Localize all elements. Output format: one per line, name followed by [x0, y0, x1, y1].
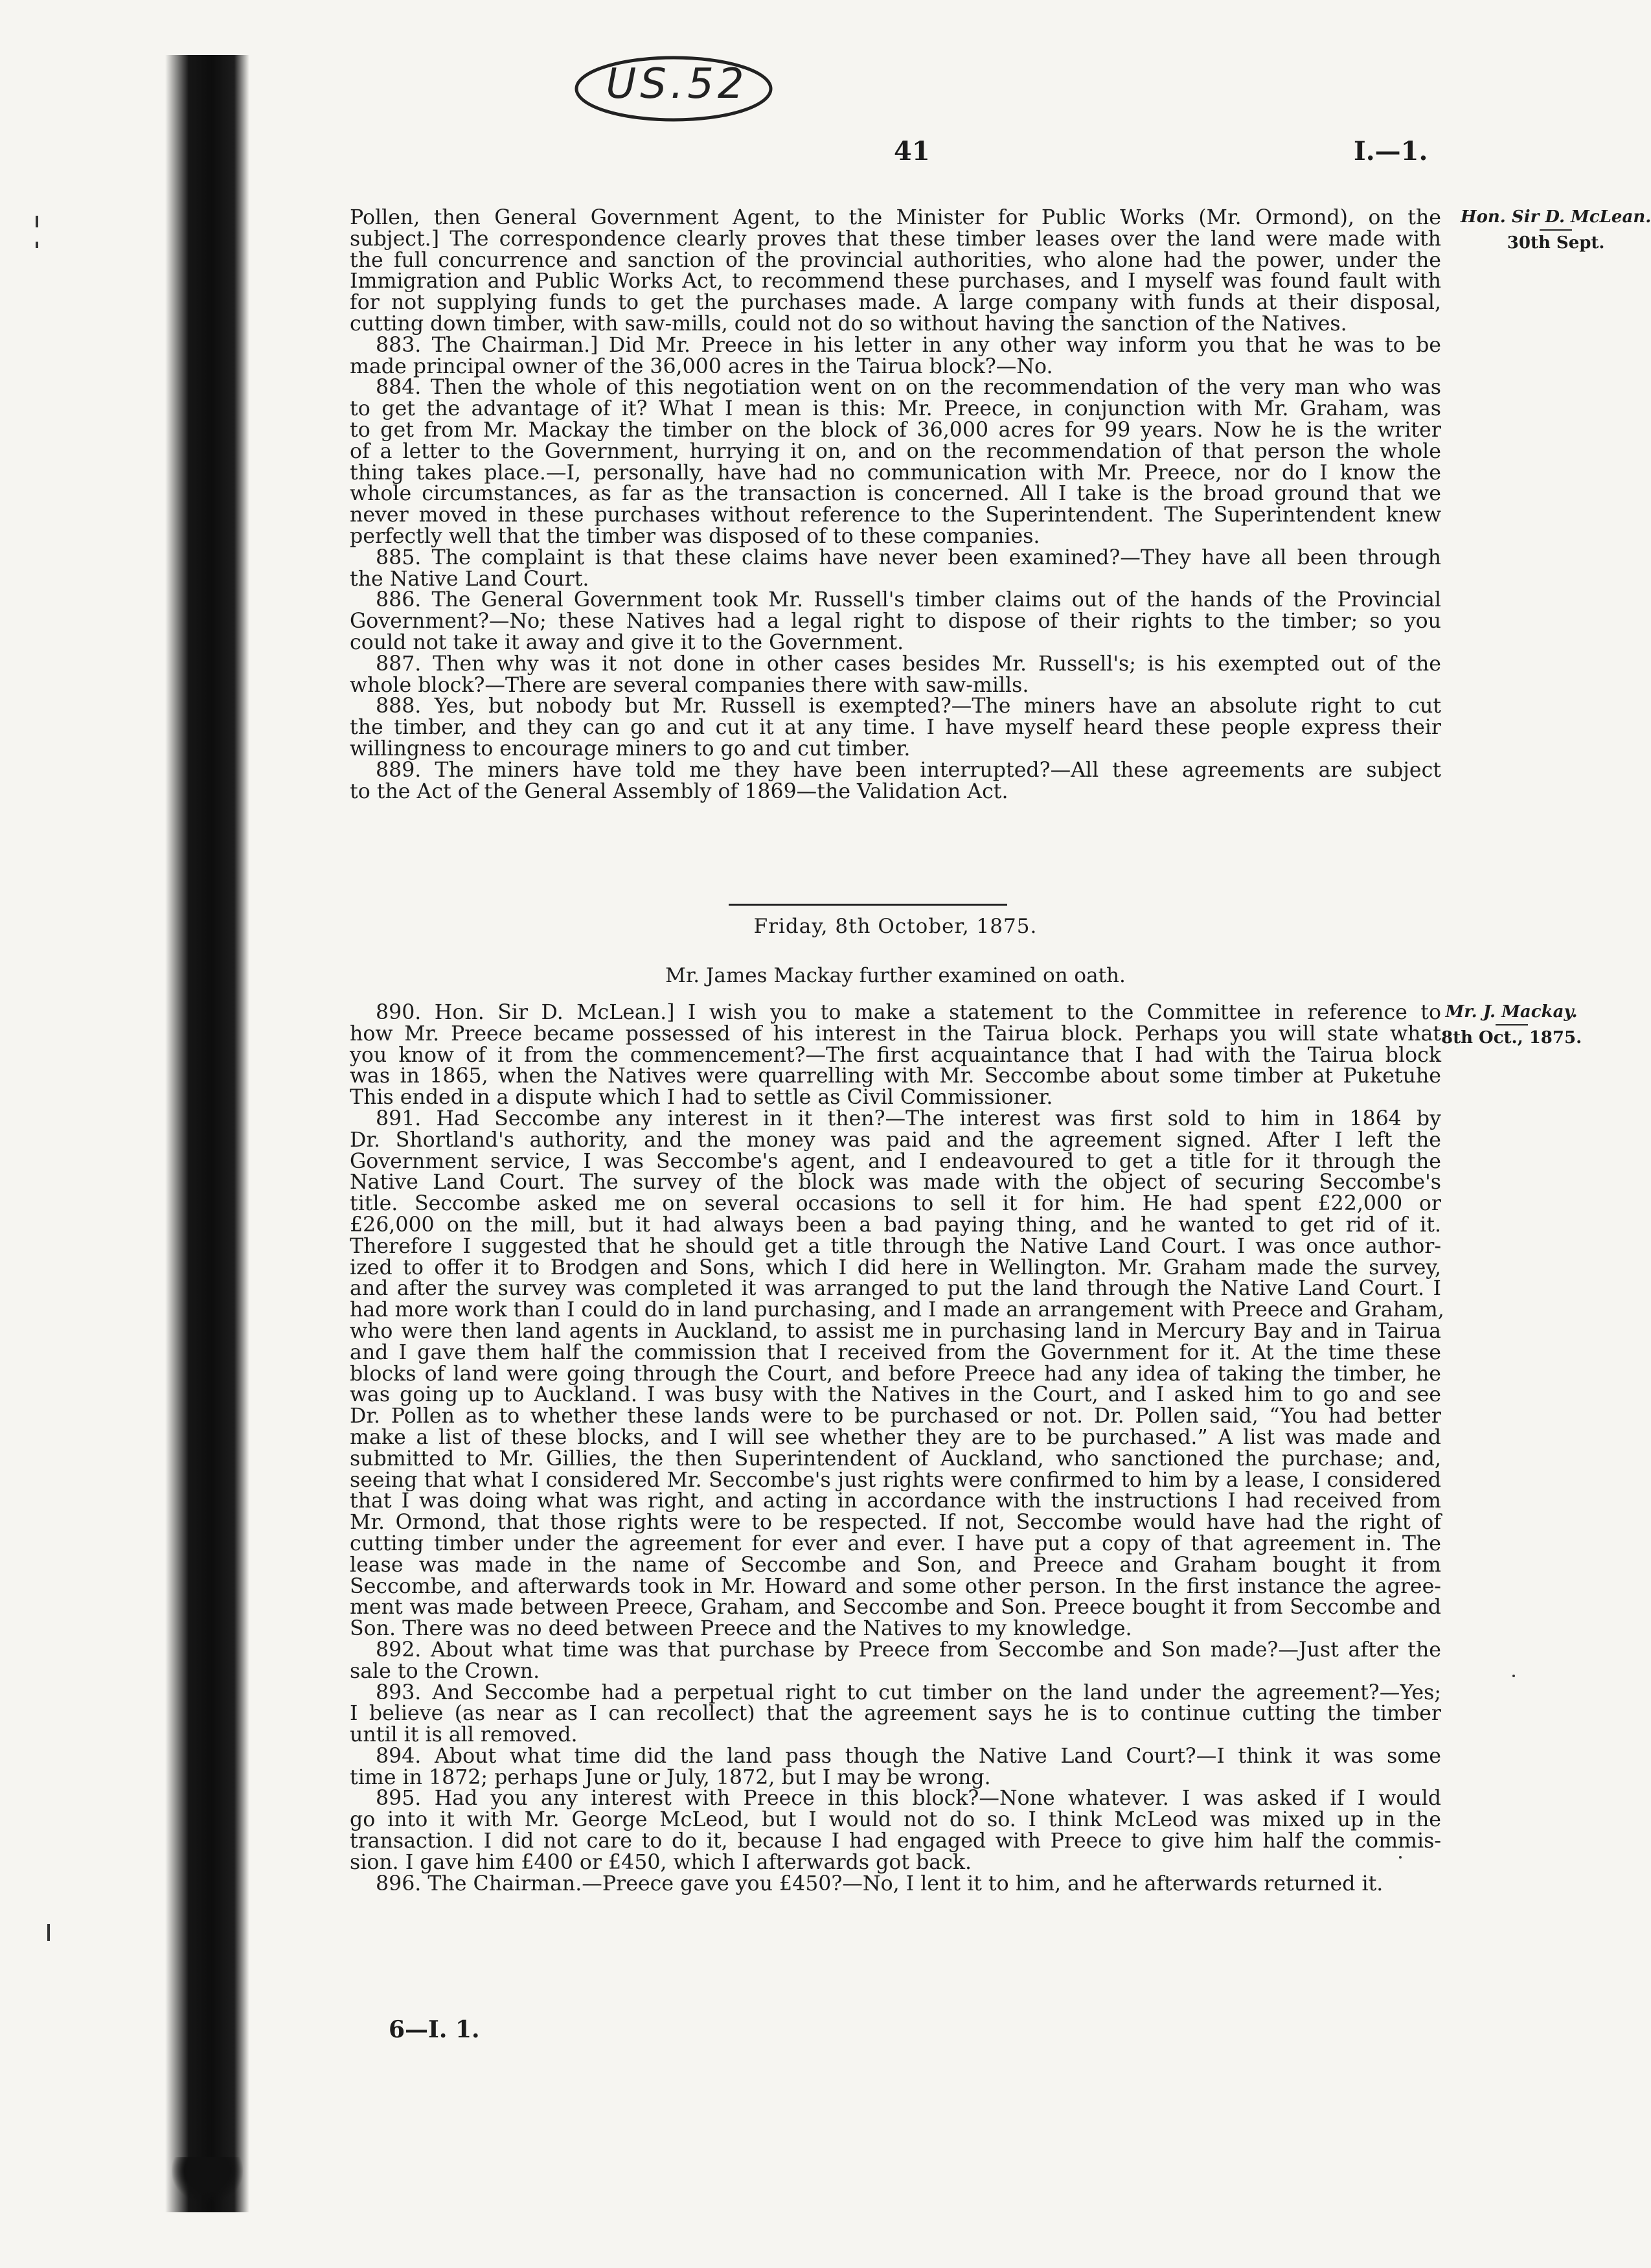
body-text-top [350, 207, 1441, 802]
text-line: the Native Land Court. [350, 567, 589, 591]
text-line: was in 1865, when the Natives were quarrelling with Mr. Seccombe about some timber at Puketuhe [350, 1064, 1441, 1088]
page-number: 41 [894, 136, 930, 166]
text-line: Dr. Shortland's authority, and the money was paid and the agreement signed. After I left the [350, 1128, 1441, 1152]
section-divider [729, 904, 1007, 906]
margin-mark [36, 216, 38, 227]
text-line: 887. Then why was it not done in other cases besides Mr. Russell's; is his exempted out of the [376, 652, 1441, 676]
document-reference: I.—1. [1354, 136, 1428, 166]
text-line: perfectly well that the timber was disposed of to these companies. [350, 524, 1040, 548]
text-line: to the Act of the General Assembly of 1869—the Validation Act. [350, 779, 1008, 803]
text-line: never moved in these purchases without reference to the Superintendent. The Superintendent knew [350, 503, 1441, 527]
text-line: had more work than I could do in land purchasing, and I made an arrangement with Preece and Graham, [350, 1298, 1444, 1322]
text-line: the timber, and they can go and cut it at any time. I have myself heard these people express their [350, 716, 1441, 740]
text-line: ized to offer it to Brodgen and Sons, which I did here in Wellington. Mr. Graham made the survey, [350, 1255, 1441, 1279]
text-line: until it is all removed. [350, 1723, 578, 1747]
text-line: whole block?—There are several companies there with saw-mills. [350, 673, 1029, 697]
text-line: 885. The complaint is that these claims have never been examined?—They have all been through [376, 545, 1441, 569]
text-line: and I gave them half the commission that I received from the Government for it. At the time these [350, 1340, 1441, 1364]
text-line: 884. Then the whole of this negotiation went on on the recommendation of the very man who was [376, 376, 1441, 400]
text-line: that I was doing what was right, and acting in accordance with the instructions I had received from [350, 1489, 1441, 1513]
handwritten-annotation [570, 49, 784, 126]
text-line: cutting down timber, with saw-mills, could not do so without having the sanction of the Natives. [350, 312, 1347, 336]
text-line: title. Seccombe asked me on several occasions to sell it for him. He had spent £22,000 or [350, 1192, 1441, 1216]
text-line: blocks of land were going through the Court, and before Preece had any idea of taking the timber, he [350, 1362, 1441, 1386]
side-note-name: Hon. Sir D. McLean. [1461, 207, 1651, 227]
text-line: willingness to encourage miners to go and cut timber. [350, 737, 911, 761]
text-line: the full concurrence and sanction of the provincial authorities, who alone had the power, under the [350, 248, 1441, 272]
text-line: 883. The Chairman.] Did Mr. Preece in his letter in any other way inform you that he was to be [376, 333, 1441, 357]
text-line: was going up to Auckland. I was busy with the Natives in the Court, and I asked him to go and see [350, 1383, 1441, 1407]
section-date-heading: Friday, 8th October, 1875. [753, 915, 1038, 938]
text-line: for not supplying funds to get the purchases made. A large company with funds at their disposal, [350, 291, 1441, 315]
body-text-bottom [350, 1001, 1444, 1896]
text-line: go into it with Mr. George McLeod, but I would not do so. I think McLeod was mixed up in the [350, 1808, 1441, 1832]
text-line: seeing that what I considered Mr. Seccombe's just rights were confirmed to him by a lease, I considered [350, 1468, 1441, 1492]
text-line: Mr. Ormond, that those rights were to be respected. If not, Seccombe would have had the right of [350, 1511, 1441, 1535]
text-line: I believe (as near as I can recollect) that the agreement says he is to continue cutting the timber [350, 1702, 1441, 1726]
speck [1512, 1675, 1515, 1677]
text-line: whole circumstances, as far as the transaction is concerned. All I take is the broad ground that we [350, 482, 1441, 506]
text-line: 893. And Seccombe had a perpetual right to cut timber on the land under the agreement?—Yes; [376, 1680, 1441, 1704]
text-line: 889. The miners have told me they have been interrupted?—All these agreements are subject [376, 758, 1441, 782]
text-line: to get the advantage of it? What I mean is this: Mr. Preece, in conjunction with Mr. Graham, was [350, 397, 1441, 421]
text-line: £26,000 on the mill, but it had always been a bad paying thing, and he wanted to get rid of it. [350, 1213, 1441, 1237]
section-witness-heading: Mr. James Mackay further examined on oath. [665, 964, 1126, 987]
text-line: and after the survey was completed it was arranged to put the land through the Native Land Court. I [350, 1277, 1441, 1301]
text-line: subject.] The correspondence clearly proves that these timber leases over the land were made with [350, 227, 1441, 251]
text-line: how Mr. Preece became possessed of his interest in the Tairua block. Perhaps you will state what [350, 1022, 1441, 1046]
side-note-witness-1 [1461, 207, 1651, 253]
text-line: 895. Had you any interest with Preece in this block?—None whatever. I was asked if I would [376, 1787, 1441, 1811]
text-line: sale to the Crown. [350, 1659, 540, 1683]
text-line: Son. There was no deed between Preece and the Natives to my knowledge. [350, 1617, 1132, 1641]
text-line: cutting timber under the agreement for ever and ever. I have put a copy of that agreement in. The [350, 1531, 1441, 1555]
text-line: Immigration and Public Works Act, to recommend these purchases, and I myself was found fault with [350, 269, 1441, 293]
side-note-date: 8th Oct., 1875. [1441, 1028, 1582, 1048]
margin-mark [47, 1924, 50, 1941]
text-line: who were then land agents in Auckland, to assist me in purchasing land in Mercury Bay and in Tairua [350, 1319, 1441, 1343]
text-line: Dr. Pollen as to whether these lands were to be purchased or not. Dr. Pollen said, “You had better [350, 1404, 1441, 1428]
text-line: lease was made in the name of Seccombe and Son, and Preece and Graham bought it from [350, 1553, 1441, 1577]
text-line: Government service, I was Seccombe's agent, and I endeavoured to get a title for it through the [350, 1149, 1441, 1173]
text-line: Government?—No; these Natives had a legal right to dispose of their rights to the timber; so you [350, 610, 1441, 634]
text-line: transaction. I did not care to do it, because I had engaged with Preece to give him half the commis- [350, 1829, 1441, 1853]
text-line: of a letter to the Government, hurrying it on, and on the recommendation of that person the whole [350, 439, 1441, 463]
text-line: 896. The Chairman.—Preece gave you £450?—No, I lent it to him, and he afterwards returned it. [376, 1872, 1383, 1896]
side-note-dash [1540, 229, 1572, 231]
text-line: sion. I gave him £400 or £450, which I afterwards got back. [350, 1850, 972, 1874]
text-line: This ended in a dispute which I had to settle as Civil Commissioner. [350, 1086, 1053, 1110]
text-line: could not take it away and give it to the Government. [350, 630, 904, 654]
text-line: Pollen, then General Government Agent, to the Minister for Public Works (Mr. Ormond), on the [350, 206, 1441, 229]
text-line: 886. The General Government took Mr. Russell's timber claims out of the hands of the Provincial [376, 588, 1441, 612]
text-line: 891. Had Seccombe any interest in it then?—The interest was first sold to him in 1864 by [376, 1106, 1441, 1130]
side-note-witness-2 [1441, 1002, 1582, 1048]
text-line: make a list of these blocks, and I will see whether they are to be purchased.” A list was made and [350, 1425, 1441, 1449]
text-line: Seccombe, and afterwards took in Mr. Howard and some other person. In the first instance the agree- [350, 1574, 1441, 1598]
text-line: you know of it from the commencement?—The first acquaintance that I had with the Tairua block [350, 1043, 1441, 1067]
text-line: 894. About what time did the land pass though the Native Land Court?—I think it was some [376, 1744, 1441, 1768]
text-line: to get from Mr. Mackay the timber on the block of 36,000 acres for 99 years. Now he is the writer [350, 418, 1441, 442]
handwritten-text: US.52 [606, 60, 748, 108]
text-line: 892. About what time was that purchase by Preece from Seccombe and Son made?—Just after the [376, 1638, 1441, 1662]
text-line: ment was made between Preece, Graham, and Seccombe and Son. Preece bought it from Seccombe and [350, 1596, 1441, 1620]
text-line: time in 1872; perhaps June or July, 1872, but I may be wrong. [350, 1765, 991, 1789]
text-line: 888. Yes, but nobody but Mr. Russell is exempted?—The miners have an absolute right to cut [376, 694, 1441, 718]
side-note-dash [1496, 1024, 1528, 1025]
text-line: submitted to Mr. Gillies, the then Superintendent of Auckland, who sanctioned the purchase; and, [350, 1447, 1441, 1471]
text-line: Therefore I suggested that he should get a title through the Native Land Court. I was once author- [350, 1234, 1441, 1258]
text-line: Native Land Court. The survey of the block was made with the object of securing Seccombe's [350, 1171, 1441, 1195]
margin-mark [36, 242, 38, 248]
text-line: made principal owner of the 36,000 acres in the Tairua block?—No. [350, 354, 1053, 378]
text-line: 890. Hon. Sir D. McLean.] I wish you to make a statement to the Committee in reference to [376, 1001, 1441, 1024]
side-note-name: Mr. J. Mackay. [1445, 1002, 1578, 1022]
binding-shadow [165, 55, 249, 2212]
signature-mark: 6—I. 1. [389, 2016, 480, 2043]
binding-shadow-base [172, 2157, 243, 2203]
side-note-date: 30th Sept. [1507, 233, 1605, 253]
text-line: thing takes place.—I, personally, have had no communication with Mr. Preece, nor do I know the [350, 461, 1441, 485]
